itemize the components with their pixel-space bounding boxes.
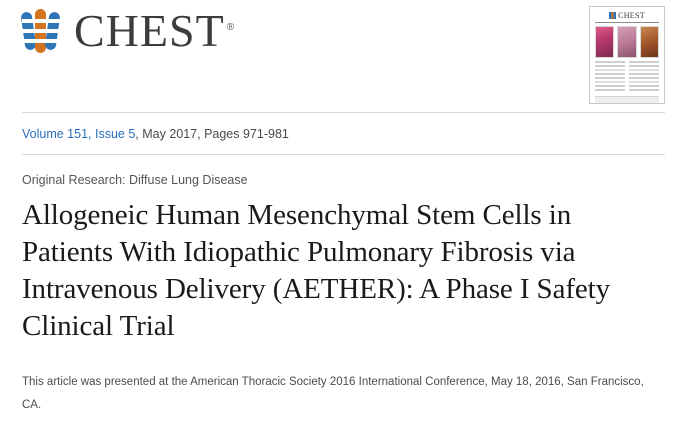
brand-registered-mark: ® [226,21,236,33]
chest-logo-icon [22,8,64,54]
article-header [22,155,665,417]
cover-footer-band [595,96,659,104]
cover-image-1 [595,26,614,58]
chest-brand[interactable] [22,5,236,56]
article-section-label: Original Research: Diffuse Lung Disease [22,173,248,187]
cover-logo-icon [609,12,616,19]
cover-text-columns [595,61,659,93]
page-header [22,0,665,112]
cover-image-2 [617,26,636,58]
article-presentation-note: This article was presented at the American Thoracic Society 2016 International Conference, May 18, 2016, San Francisco, CA. [22,376,644,412]
cover-images [595,26,659,58]
issue-link[interactable]: Volume 151, Issue 5 [22,127,136,141]
cover-column-right [629,61,659,93]
issue-details: , May 2017, Pages 971-981 [135,127,289,141]
cover-divider [595,22,659,23]
issue-info [22,113,665,154]
journal-cover-thumbnail[interactable] [589,6,665,104]
brand-name: CHEST [74,5,225,56]
page-title: Allogeneic Human Mesenchymal Stem Cells in Patients With Idiopathic Pulmonary Fibrosis via Intravenous Delivery (AETHER): A Phase I Safety Clinical Trial [22,199,611,343]
cover-image-3 [640,26,659,58]
cover-column-left [595,61,625,93]
brand-wordmark [74,5,236,56]
cover-title: CHEST [595,11,659,20]
